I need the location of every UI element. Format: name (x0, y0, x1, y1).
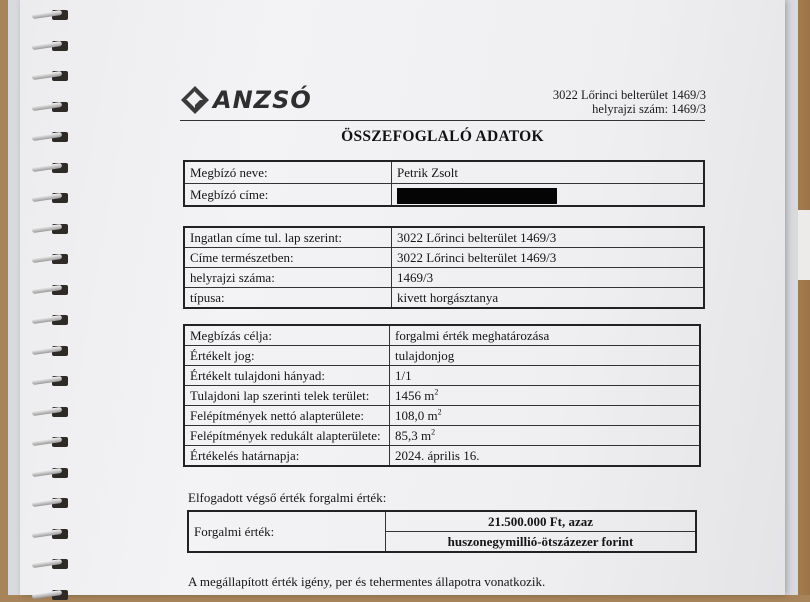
table-row (184, 386, 700, 406)
table-row (184, 184, 704, 207)
physical-address-label: Címe természetben: (184, 248, 392, 268)
binding-ring (28, 466, 72, 480)
logo-diamond-icon (180, 85, 210, 115)
header-address: 3022 Lőrinci belterület 1469/3 (552, 88, 706, 102)
binding-ring (28, 191, 72, 205)
property-table (183, 226, 705, 309)
reduced-floor-area-number: 85,3 m (395, 427, 432, 443)
table-row (188, 511, 696, 532)
binding-ring (28, 100, 72, 114)
ownership-share-value: 1/1 (390, 366, 701, 386)
binding-ring (28, 252, 72, 266)
table-row (184, 268, 704, 288)
table-row (184, 366, 700, 386)
binding-ring (28, 374, 72, 388)
binding-ring (28, 8, 72, 22)
reduced-floor-area-unit-sup: 2 (431, 427, 436, 437)
document-header-info (553, 88, 706, 116)
purpose-value: forgalmi érték meghatározása (390, 325, 701, 346)
binding-ring (28, 130, 72, 144)
binding-ring (28, 39, 72, 53)
valued-right-label: Értékelt jog: (184, 346, 390, 366)
net-floor-area-unit-sup: 2 (437, 407, 442, 417)
valuation-date-value: 2024. április 16. (390, 446, 701, 467)
property-address-value: 3022 Lőrinci belterület 1469/3 (392, 227, 705, 248)
accepted-value-label: Elfogadott végső érték forgalmi érték: (188, 490, 387, 505)
market-value-amount: 21.500.000 Ft, azaz (386, 511, 697, 532)
property-address-label: Ingatlan címe tul. lap szerint: (184, 227, 392, 248)
assignment-table (183, 324, 701, 467)
property-type-label: típusa: (184, 288, 392, 309)
binding-ring (28, 313, 72, 327)
reduced-floor-area-value (390, 426, 701, 446)
header-divider (180, 120, 705, 121)
net-floor-area-value (390, 406, 701, 426)
footer-note: A megállapított érték igény, per és tehermentes állapotra vonatkozik. (188, 574, 546, 589)
client-table (183, 160, 705, 207)
net-floor-area-number: 108,0 m (395, 407, 438, 423)
binding-ring (28, 69, 72, 83)
client-name-label: Megbízó neve: (184, 161, 392, 184)
binding-ring (28, 557, 72, 571)
table-row (184, 325, 700, 346)
binding-ring (28, 527, 72, 541)
binding-ring (28, 405, 72, 419)
net-floor-area-label: Felépítmények nettó alapterülete: (184, 406, 390, 426)
parcel-number-value: 1469/3 (392, 268, 705, 288)
binding-ring (28, 161, 72, 175)
redaction-bar (397, 188, 557, 204)
table-row (184, 426, 700, 446)
table-row (184, 248, 704, 268)
market-value-label: Forgalmi érték: (188, 511, 386, 552)
logo-text: ANZSÓ (213, 86, 312, 114)
physical-address-value: 3022 Lőrinci belterület 1469/3 (392, 248, 705, 268)
parcel-number-label: helyrajzi száma: (184, 268, 392, 288)
table-row (184, 288, 704, 309)
client-name-value: Petrik Zsolt (392, 161, 705, 184)
client-address-value (392, 184, 705, 207)
ownership-share-label: Értékelt tulajdoni hányad: (184, 366, 390, 386)
binding-ring (28, 496, 72, 510)
company-logo (180, 85, 312, 115)
valuation-date-label: Értékelés határnapja: (184, 446, 390, 467)
page-title: ÖSSZEFOGLALÓ ADATOK (341, 128, 544, 145)
plot-area-unit-sup: 2 (434, 387, 439, 397)
plot-area-value (390, 386, 701, 406)
plot-area-label: Tulajdoni lap szerinti telek terület: (184, 386, 390, 406)
final-value-table (187, 510, 697, 553)
table-row (184, 446, 700, 467)
binding-ring (28, 222, 72, 236)
spiral-binding (28, 0, 78, 595)
table-row (184, 227, 704, 248)
plot-area-number: 1456 m (395, 387, 435, 403)
binding-ring (28, 283, 72, 297)
table-row (184, 161, 704, 184)
reduced-floor-area-label: Felépítmények redukált alapterülete: (184, 426, 390, 446)
property-type-value: kivett horgásztanya (392, 288, 705, 309)
market-value-words: huszonegymillió-ötszázezer forint (386, 532, 697, 553)
valued-right-value: tulajdonjog (390, 346, 701, 366)
table-row (184, 346, 700, 366)
header-parcel-number: helyrajzi szám: 1469/3 (592, 102, 706, 116)
binding-ring (28, 435, 72, 449)
table-row (184, 406, 700, 426)
client-address-label: Megbízó címe: (184, 184, 392, 207)
binding-ring (28, 344, 72, 358)
purpose-label: Megbízás célja: (184, 325, 390, 346)
